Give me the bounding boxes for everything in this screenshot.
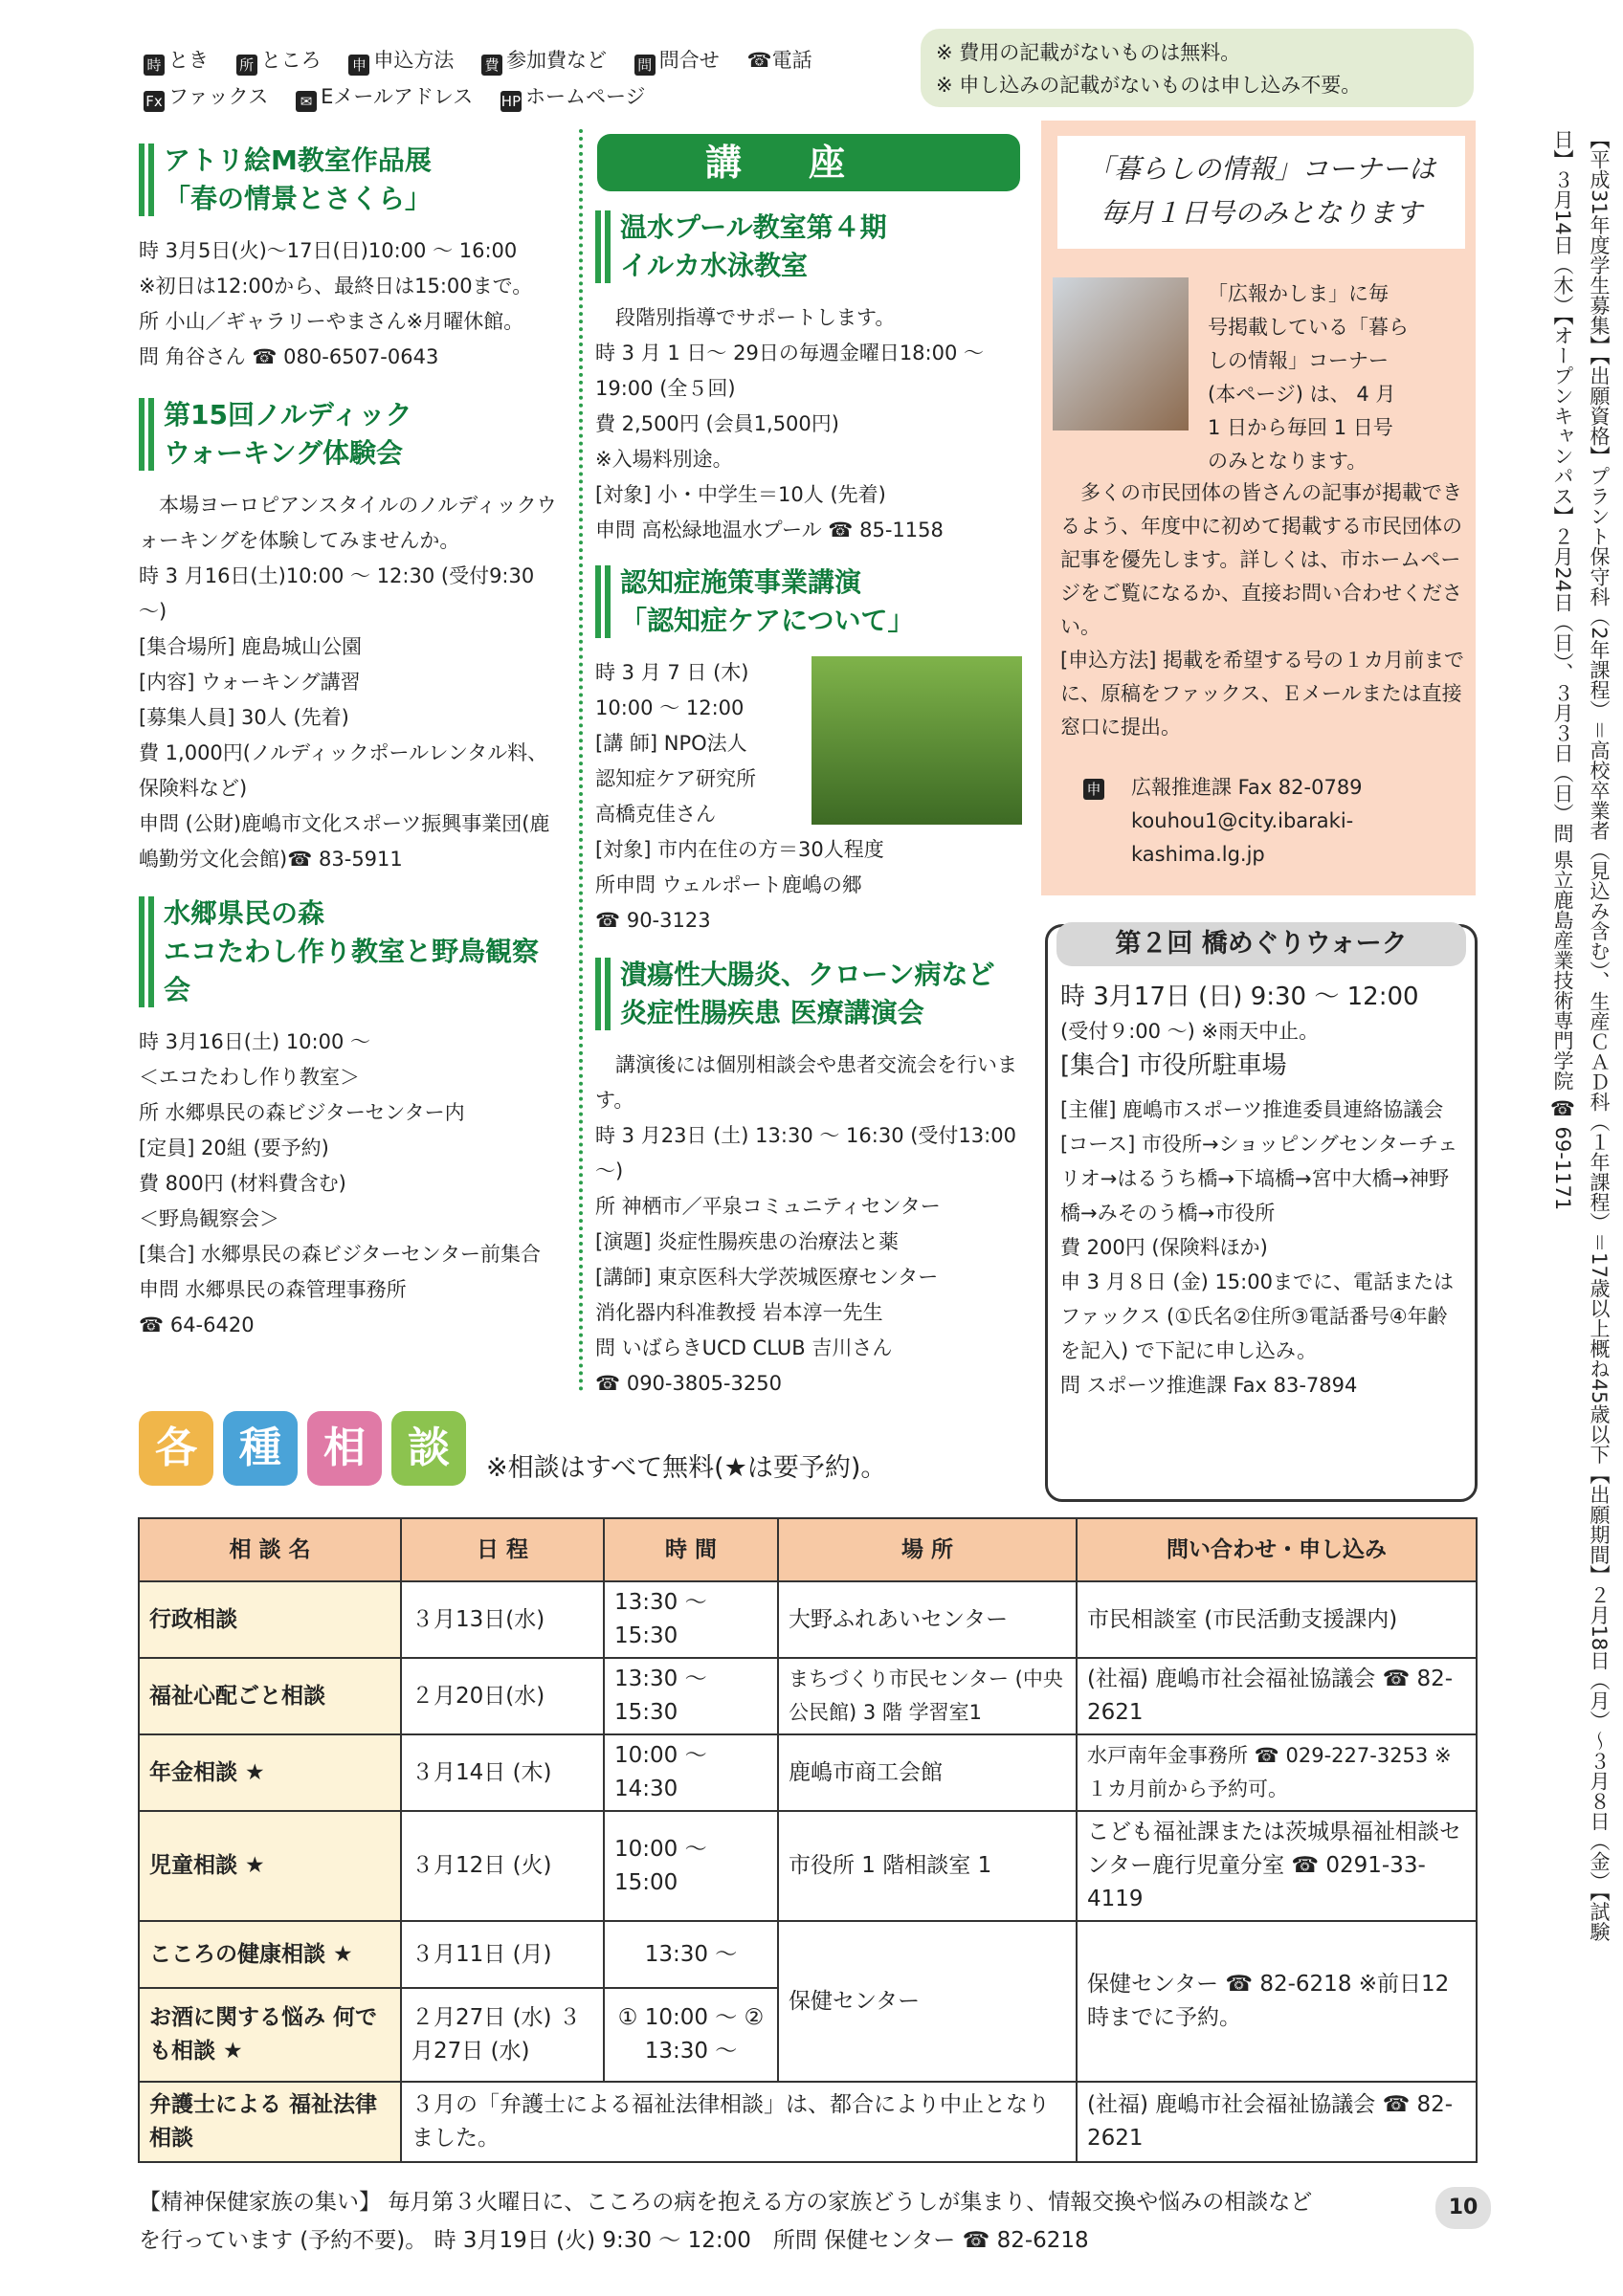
legend-item: HP ホームページ: [500, 85, 646, 110]
notice-line: ※ 申し込みの記載がないものは申し込み不要。: [936, 74, 1362, 97]
place-icon: 所: [236, 55, 257, 76]
event-line: 申 3 月８日 (金) 15:00までに、電話またはファックス (①氏名②住所③電話番号④年齢を記入) で下記に申し込み。: [1060, 1270, 1454, 1362]
event-line: 申問 高松緑地温水プール ☎ 85-1158: [595, 519, 944, 541]
notice-box: [921, 29, 1474, 107]
event-line: [募集人員] 30人 (先着): [139, 706, 349, 729]
event-line: 費 200円 (保険料ほか): [1060, 1236, 1268, 1259]
event-line: 高橋克佳さん: [595, 803, 716, 826]
page-number: 10: [1435, 2187, 1491, 2229]
event-line: 時 3 月23日 (土) 13:30 ～ 16:30 (受付13:00 ～): [595, 1124, 1016, 1182]
table-header-row: 相 談 名 日 程 時 間 場 所 問い合わせ・申し込み: [139, 1518, 1477, 1581]
event-line: 所 神栖市／平泉コミュニティセンター: [595, 1195, 941, 1218]
event-line: 時 3 月16日(土)10:00 ～ 12:30 (受付9:30 ～): [139, 564, 535, 623]
table-row: 福祉心配ごと相談 ２月20日(水) 13:30 ～ 15:30 まちづくり市民センター (中央公民館) 3 階 学習室1 (社福) 鹿嶋市社会福祉協議会 ☎ 82-2621: [139, 1658, 1477, 1734]
event-line: [集合] 市役所駐車場: [1060, 1051, 1287, 1080]
event-heading: 認知症施策事業講演 「認知症ケアについて」: [595, 563, 1022, 640]
walk-event-title: 第２回 橋めぐりウォーク: [1056, 922, 1466, 966]
table-row: 行政相談 ３月13日(水) 13:30 ～ 15:30 大野ふれあいセンター 市民相談室 (市民活動支援課内): [139, 1581, 1477, 1658]
event-line: [対象] 市内在住の方＝30人程度: [595, 838, 884, 861]
legend: [144, 42, 909, 115]
left-column: [139, 142, 560, 1343]
event-line: 時 3月17日 (日) 9:30 ～ 12:00: [1060, 982, 1419, 1011]
table-row: 弁護士による 福祉法律相談 ３月の「弁護士による福祉法律相談」は、都合により中止となりました。 (社福) 鹿嶋市社会福祉協議会 ☎ 82-2621: [139, 2082, 1477, 2162]
time-icon: 時: [144, 55, 165, 76]
school-recruitment-vertical: 【平成31年度学生募集】【出願資格】プラント保守科（2年課程）＝高校卒業者（見込み含む）、生産ＣＡＤ科（１年課程）＝17歳以上概ね45歳以下【出願期間】２月18日（月）～３月８日（金）【試験日】３月14日（木）【オープンキャンパス】２月24日（日）、３月３日（日）問 県立鹿島産業技術専門学院 ☎ 69-1171: [1551, 129, 1611, 1942]
event-heading: アトリ絵M教室作品展 「春の情景とさくら」: [139, 142, 560, 218]
event-line: 問 いばらきUCD CLUB 吉川さん: [595, 1336, 893, 1359]
event-line: [講 師] NPO法人: [595, 732, 747, 755]
event-line: [コース] 市役所→ショッピングセンターチェリオ→はるうち橋→下塙橋→宮中大橋→神野橋→みそのう橋→市役所: [1060, 1133, 1458, 1225]
event-line: 認知症ケア研究所: [595, 767, 756, 790]
event-line: 時 3月5日(火)～17日(日)10:00 ～ 16:00: [139, 239, 518, 262]
apply-inquiry-icon: 申: [1083, 779, 1104, 800]
event-line: ☎ 90-3123: [595, 909, 711, 932]
fee-icon: 費: [481, 55, 502, 76]
event-line: ※初日は12:00から、最終日は15:00まで。: [139, 275, 533, 298]
event-line: ☎ 64-6420: [139, 1314, 255, 1336]
event-line: [演題] 炎症性腸疾患の治療法と薬: [595, 1230, 900, 1253]
event-line: 費 800円 (材料費含む): [139, 1172, 346, 1195]
event-line: [定員] 20組 (要予約): [139, 1137, 329, 1159]
legend-item: 問 問合せ: [634, 49, 720, 72]
event-line: 消化器内科准教授 岩本淳一先生: [595, 1301, 883, 1324]
event-line: [主催] 鹿嶋市スポーツ推進委員連絡協議会: [1060, 1098, 1444, 1121]
legend-item: ✉ Eメールアドレス: [296, 85, 473, 108]
event-line: 費 1,000円(ノルディックポールレンタル料、保険料など): [139, 741, 548, 800]
event-line: 時 3 月 1 日～ 29日の毎週金曜日18:00 ～ 19:00 (全５回): [595, 342, 985, 400]
table-row: お酒に関する悩み 何でも相談 ★ ２月27日 (水) ３月27日 (水) ① 10:00 ～ ② 13:30 ～: [139, 1988, 1477, 2082]
event-line: [集合] 水郷県民の森ビジターセンター前集合: [139, 1243, 541, 1266]
middle-column: [595, 209, 1022, 1402]
kouza-banner: 講座: [597, 134, 1020, 191]
walk-event-body: [1060, 980, 1466, 1402]
event-line: [集合場所] 鹿島城山公園: [139, 635, 363, 658]
event-line: ＜エコたわし作り教室＞: [139, 1066, 360, 1089]
table-row: こころの健康相談 ★ ３月11日 (月) 13:30 ～ 保健センター 保健センター ☎ 82-6218 ※前日12時までに予約。: [139, 1921, 1477, 1988]
legend-item: 費 参加費など: [481, 49, 607, 72]
event-line: 所 小山／ギャラリーやまさん※月曜休館。: [139, 310, 524, 333]
event-heading: 温水プール教室第４期 イルカ水泳教室: [595, 209, 1022, 285]
title-char: 各: [139, 1411, 213, 1486]
event-line: 段階別指導でサポートします。: [615, 306, 896, 329]
event-line: ※入場料別途。: [595, 448, 733, 471]
table-row: 年金相談 ★ ３月14日 (木) 10:00 ～ 14:30 鹿嶋市商工会館 水戸南年金事務所 ☎ 029-227-3253 ※１カ月前から予約可。: [139, 1734, 1477, 1811]
info-box-contact: 申 広報推進課 Fax 82-0789 kouhou1@city.ibaraki-kashima.lg.jp: [1083, 771, 1466, 872]
inquiry-icon: 問: [634, 55, 656, 76]
mail-icon: ✉: [296, 91, 317, 112]
consultation-note: ※相談はすべて無料(★は要予約)。: [486, 1453, 887, 1483]
event-line: 所申問 ウェルポート鹿嶋の郷: [595, 873, 862, 896]
title-char: 談: [391, 1411, 466, 1486]
event-line: 問 角谷さん ☎ 080-6507-0643: [139, 345, 439, 368]
fax-icon: Fx: [144, 91, 165, 112]
event-line: 費 2,500円 (会員1,500円): [595, 412, 839, 435]
consultation-table: [138, 1517, 1478, 2163]
legend-item: 時 とき: [144, 49, 209, 72]
event-line: 問 スポーツ推進課 Fax 83-7894: [1060, 1374, 1358, 1397]
magazine-cover-image: [1053, 277, 1189, 430]
legend-item: ☎電話: [746, 49, 812, 72]
table-row: 児童相談 ★ ３月12日 (火) 10:00 ～ 15:00 市役所 1 階相談室 1 こども福祉課または茨城県福祉相談センター鹿行児童分室 ☎ 0291-33-4119: [139, 1811, 1477, 1921]
family-meeting-note: 【精神保健家族の集い】 毎月第３火曜日に、こころの病を抱える方の家族どうしが集まり、情報交換や悩みの相談など を行っています (予約不要)。 時 3月19日 (火) 9:30 ～ 12:00 所問 保健センター ☎ 82-6218: [139, 2190, 1313, 2253]
event-line: 時 3 月 7 日 (木): [595, 661, 749, 684]
legend-item: 申 申込方法: [348, 49, 454, 72]
homepage-icon: HP: [500, 93, 522, 110]
title-char: 種: [223, 1411, 298, 1486]
event-line: 申問 水郷県民の森管理事務所: [139, 1278, 407, 1301]
consultation-title: [139, 1411, 476, 1486]
event-line: ＜野鳥観察会＞: [139, 1207, 279, 1230]
info-box-body: 多くの市民団体の皆さんの記事が掲載できるよう、年度中に初めて掲載する市民団体の記事を優先します。詳しくは、市ホームページをご覧になるか、直接お問い合わせください。 [申込方法] 掲載を希望する号の１カ月前までに、原稿をファックス、Ｅメールまたは直接窓口に提出。: [1060, 481, 1465, 739]
legend-item: 所 ところ: [236, 49, 322, 72]
event-line: (受付９:00 ～) ※雨天中止。: [1060, 1020, 1320, 1043]
event-line: 10:00 ～ 12:00: [595, 696, 745, 719]
event-line: 講演後には個別相談会や患者交流会を行います。: [595, 1053, 1017, 1112]
event-heading: 第15回ノルディック ウォーキング体験会: [139, 396, 560, 473]
apply-icon: 申: [348, 55, 369, 76]
event-line: 所 水郷県民の森ビジターセンター内: [139, 1101, 465, 1124]
legend-item: Fx ファックス: [144, 85, 268, 108]
event-line: 本場ヨーロピアンスタイルのノルディックウォーキングを体験してみませんか。: [139, 494, 557, 552]
event-line: ☎ 090-3805-3250: [595, 1372, 782, 1395]
notice-line: ※ 費用の記載がないものは無料。: [936, 41, 1241, 64]
info-box-intro: 「広報かしま」に毎 号掲載している「暮ら しの情報」コーナー (本ページ) は、 4 月 1 日から毎回 1 日号 のみとなります。: [1208, 282, 1409, 473]
event-line: [対象] 小・中学生＝10人 (先着): [595, 483, 886, 506]
phone-icon: ☎: [746, 49, 772, 72]
event-heading: 水郷県民の森 エコたわし作り教室と野鳥観察会: [139, 894, 560, 1009]
title-char: 相: [307, 1411, 382, 1486]
event-line: 時 3月16日(土) 10:00 ～: [139, 1030, 371, 1053]
event-line: [講師] 東京医科大学茨城医療センター: [595, 1266, 939, 1289]
event-line: [内容] ウォーキング講習: [139, 671, 361, 694]
info-box-title: 「暮らしの情報」コーナーは 毎月１日号のみとなります: [1057, 136, 1465, 249]
column-divider: [579, 129, 583, 1392]
event-heading: 潰瘍性大腸炎、クローン病など 炎症性腸疾患 医療講演会: [595, 956, 1022, 1032]
event-line: 申問 (公財)鹿嶋市文化スポーツ振興事業団(鹿嶋勤労文化会館)☎ 83-5911: [139, 812, 550, 871]
